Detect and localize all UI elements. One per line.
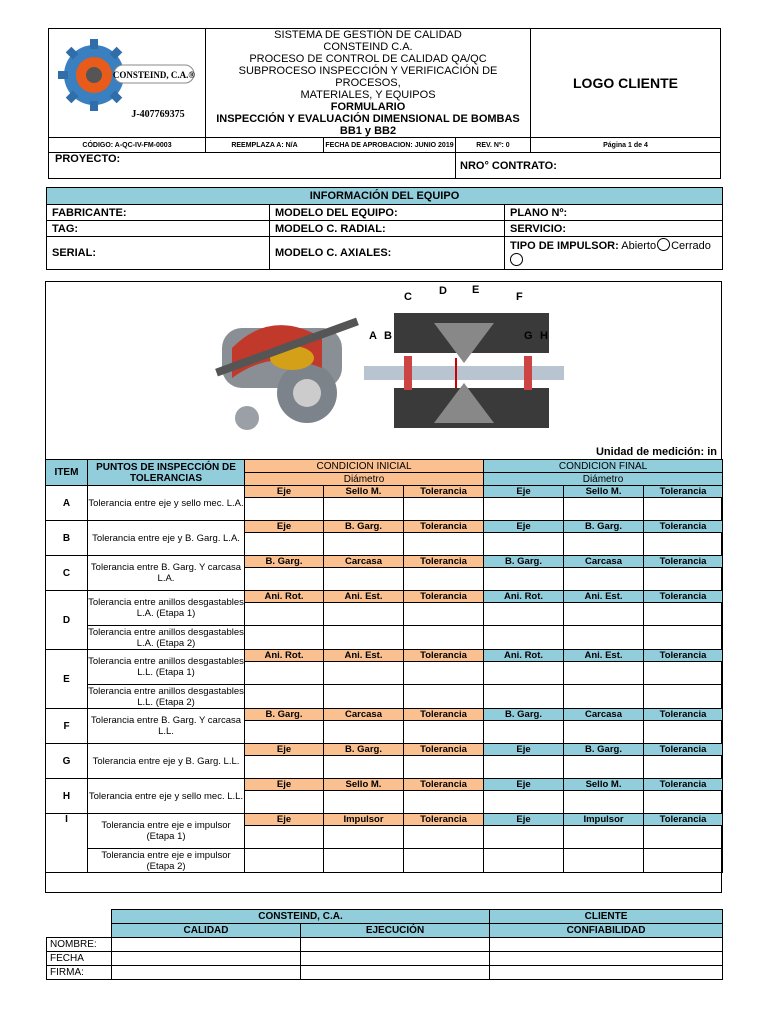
- fabricante-field[interactable]: FABRICANTE:: [47, 205, 270, 221]
- measure-column-label: Ani. Est.: [564, 650, 644, 662]
- nombre-confiabilidad-field[interactable]: [490, 938, 723, 952]
- measure-column-label: Tolerancia: [644, 591, 723, 603]
- measurement-cell[interactable]: [245, 603, 324, 626]
- fecha-aprobacion: FECHA DE APROBACION: JUNIO 2019: [324, 138, 456, 153]
- measure-column-label: Tolerancia: [644, 556, 723, 568]
- measurement-cell[interactable]: [404, 756, 484, 779]
- measurement-cell[interactable]: [245, 626, 324, 650]
- item-letter: I: [46, 814, 88, 873]
- measurement-cell[interactable]: [245, 685, 324, 709]
- cliente-header: CLIENTE: [490, 910, 723, 924]
- reemplaza: REEMPLAZA A: N/A: [206, 138, 324, 153]
- abierto-label: Abierto: [621, 240, 657, 252]
- measure-column-label: Carcasa: [324, 556, 404, 568]
- pump-section-diagram: [364, 283, 564, 443]
- measurement-cell[interactable]: [484, 568, 564, 591]
- measurement-cell[interactable]: [644, 662, 723, 685]
- measure-column-label: Tolerancia: [404, 744, 484, 756]
- inspection-point-description: Tolerancia entre eje e impulsor (Etapa 2): [88, 849, 245, 873]
- codigo: CÓDIGO: A-QC-IV-FM-0003: [49, 138, 206, 153]
- calidad-header: CALIDAD: [112, 924, 301, 938]
- measure-column-label: Eje: [245, 521, 324, 533]
- inspection-item-header-row: [46, 744, 723, 756]
- measurement-cell[interactable]: [484, 685, 564, 709]
- title-line: SUBPROCESO INSPECCIÓN Y VERIFICACIÓN DE PROCESOS,: [238, 65, 498, 89]
- measure-column-label: Eje: [484, 814, 564, 826]
- measurement-cell[interactable]: [564, 626, 644, 650]
- measurement-cell[interactable]: [484, 533, 564, 556]
- measurement-cell[interactable]: [245, 826, 324, 849]
- proyecto-field[interactable]: PROYECTO:: [49, 153, 456, 179]
- measurement-cell[interactable]: [644, 791, 723, 814]
- modelo-radial-field[interactable]: MODELO C. RADIAL:: [270, 221, 505, 237]
- contrato-field[interactable]: NRO° CONTRATO:: [456, 153, 721, 179]
- inspection-item-header-row: [46, 556, 723, 568]
- measure-column-label: B. Garg.: [564, 521, 644, 533]
- measure-column-label: Eje: [484, 521, 564, 533]
- measurement-cell[interactable]: [484, 498, 564, 521]
- measure-column-label: B. Garg.: [564, 744, 644, 756]
- measurement-cell[interactable]: [644, 568, 723, 591]
- item-letter: B: [46, 521, 88, 556]
- consteind-logo-icon: [52, 37, 202, 127]
- measure-column-label: Ani. Rot.: [245, 650, 324, 662]
- measure-column-label: Eje: [245, 814, 324, 826]
- measurement-cell[interactable]: [404, 849, 484, 873]
- measure-column-label: Tolerancia: [404, 591, 484, 603]
- measurement-cell[interactable]: [484, 603, 564, 626]
- measure-column-label: Tolerancia: [644, 744, 723, 756]
- measure-column-label: Carcasa: [564, 709, 644, 721]
- ejecucion-header: EJECUCIÓN: [301, 924, 490, 938]
- measurement-cell[interactable]: [404, 533, 484, 556]
- measurement-cell[interactable]: [245, 498, 324, 521]
- measurement-cell[interactable]: [245, 662, 324, 685]
- measure-column-label: B. Garg.: [484, 556, 564, 568]
- fecha-ejecucion-field[interactable]: [301, 952, 490, 966]
- measurement-cell[interactable]: [564, 791, 644, 814]
- measure-column-label: Ani. Rot.: [245, 591, 324, 603]
- measurement-cell[interactable]: [564, 756, 644, 779]
- equipment-info-table: [46, 187, 723, 270]
- form-title: INSPECCIÓN Y EVALUACIÓN DIMENSIONAL DE BOMBAS: [216, 113, 520, 125]
- item-letter: C: [46, 556, 88, 591]
- measurement-cell[interactable]: [404, 662, 484, 685]
- measurement-cell[interactable]: [484, 721, 564, 744]
- measure-column-label: Tolerancia: [404, 521, 484, 533]
- measurement-cell[interactable]: [245, 721, 324, 744]
- logo-company-text: CONSTEIND, C.A.®: [112, 69, 196, 80]
- inspection-point-description: Tolerancia entre eje e impulsor (Etapa 1): [88, 814, 245, 849]
- fecha-confiabilidad-field[interactable]: [490, 952, 723, 966]
- measurement-cell[interactable]: [484, 626, 564, 650]
- modelo-axiales-field[interactable]: MODELO C. AXIALES:: [270, 237, 505, 270]
- inspection-point-description: Tolerancia entre B. Garg. Y carcasa L.L.: [88, 709, 245, 744]
- inspection-item-header-row: [46, 814, 723, 826]
- measurement-cell[interactable]: [324, 849, 404, 873]
- measurement-row: [46, 626, 723, 650]
- inspection-item-header-row: [46, 779, 723, 791]
- measurement-cell[interactable]: [404, 568, 484, 591]
- inspection-point-description: Tolerancia entre eje y B. Garg. L.A.: [88, 521, 245, 556]
- measurement-cell[interactable]: [644, 603, 723, 626]
- measurement-cell[interactable]: [564, 826, 644, 849]
- measurement-cell[interactable]: [404, 603, 484, 626]
- measure-column-label: Ani. Est.: [564, 591, 644, 603]
- measure-column-label: B. Garg.: [245, 556, 324, 568]
- measurement-cell[interactable]: [324, 756, 404, 779]
- measure-column-label: Sello M.: [564, 486, 644, 498]
- signature-table: [46, 909, 723, 980]
- diametro-inicial-header: Diámetro: [245, 473, 484, 486]
- measurement-cell[interactable]: [484, 791, 564, 814]
- company-logo-cell: [49, 29, 206, 138]
- firma-ejecucion-field[interactable]: [301, 966, 490, 980]
- measurement-cell[interactable]: [564, 498, 644, 521]
- inspection-point-description: Tolerancia entre anillos desgastables L.L. (Etapa 1): [88, 650, 245, 685]
- measure-column-label: Eje: [245, 779, 324, 791]
- consteind-header: CONSTEIND, C.A.: [112, 910, 490, 924]
- measure-column-label: Tolerancia: [404, 814, 484, 826]
- measurement-cell[interactable]: [404, 721, 484, 744]
- col-puntos-header: PUNTOS DE INSPECCIÓN DE TOLERANCIAS: [88, 460, 245, 486]
- measurement-cell[interactable]: [564, 662, 644, 685]
- form-label: FORMULARIO: [330, 101, 406, 113]
- measure-column-label: Ani. Est.: [324, 591, 404, 603]
- measurement-cell[interactable]: [564, 849, 644, 873]
- inspection-item-header-row: [46, 591, 723, 603]
- measure-column-label: Tolerancia: [644, 521, 723, 533]
- inspection-point-description: Tolerancia entre eje y sello mec. L.L.: [88, 779, 245, 814]
- measure-column-label: Carcasa: [324, 709, 404, 721]
- firma-confiabilidad-field[interactable]: [490, 966, 723, 980]
- measurement-cell[interactable]: [404, 685, 484, 709]
- measurement-cell[interactable]: [644, 626, 723, 650]
- measurement-cell[interactable]: [484, 756, 564, 779]
- title-line: CONSTEIND C.A.: [323, 41, 413, 53]
- measurement-cell[interactable]: [324, 568, 404, 591]
- measurement-cell[interactable]: [245, 791, 324, 814]
- diagram-label-h: H: [540, 330, 548, 342]
- measure-column-label: Ani. Est.: [324, 650, 404, 662]
- measurement-cell[interactable]: [324, 498, 404, 521]
- measure-column-label: Carcasa: [564, 556, 644, 568]
- client-logo-placeholder: LOGO CLIENTE: [531, 29, 721, 138]
- modelo-equipo-field[interactable]: MODELO DEL EQUIPO:: [270, 205, 505, 221]
- diagram-label-c: C: [404, 291, 412, 303]
- serial-field[interactable]: SERIAL:: [47, 237, 270, 270]
- inspection-item-header-row: [46, 709, 723, 721]
- header-title-cell: [206, 29, 531, 138]
- measure-column-label: Tolerancia: [644, 814, 723, 826]
- inspection-item-header-row: [46, 650, 723, 662]
- diagram-label-g: G: [524, 330, 533, 342]
- diagram-label-e: E: [472, 284, 480, 296]
- measurement-cell[interactable]: [644, 721, 723, 744]
- measurement-cell[interactable]: [324, 626, 404, 650]
- item-letter: F: [46, 709, 88, 744]
- measurement-cell[interactable]: [644, 849, 723, 873]
- measurement-cell[interactable]: [564, 533, 644, 556]
- fecha-calidad-field[interactable]: [112, 952, 301, 966]
- measurement-cell[interactable]: [324, 685, 404, 709]
- unit-label: Unidad de medición: in: [595, 446, 717, 458]
- measure-column-label: Eje: [484, 744, 564, 756]
- measurement-cell[interactable]: [324, 791, 404, 814]
- measurement-cell[interactable]: [644, 498, 723, 521]
- nombre-ejecucion-field[interactable]: [301, 938, 490, 952]
- diagram-label-f: F: [516, 291, 523, 303]
- inspection-point-description: Tolerancia entre B. Garg. Y carcasa L.A.: [88, 556, 245, 591]
- measurement-cell[interactable]: [644, 685, 723, 709]
- condicion-inicial-header: CONDICION INICIAL: [245, 460, 484, 473]
- measure-column-label: Tolerancia: [644, 486, 723, 498]
- measurement-cell[interactable]: [245, 533, 324, 556]
- measure-column-label: B. Garg.: [324, 744, 404, 756]
- firma-calidad-field[interactable]: [112, 966, 301, 980]
- measure-column-label: Tolerancia: [404, 556, 484, 568]
- tipo-impulsor-label: TIPO DE IMPULSOR:: [510, 240, 619, 252]
- measurement-cell[interactable]: [484, 849, 564, 873]
- inspection-point-description: Tolerancia entre anillos desgastables L.L. (Etapa 2): [88, 685, 244, 708]
- measure-column-label: Tolerancia: [644, 779, 723, 791]
- cerrado-label: Cerrado: [671, 240, 711, 252]
- inspection-point-description: Tolerancia entre anillos desgastables L.A. (Etapa 1): [88, 591, 245, 626]
- plano-field[interactable]: PLANO Nº:: [505, 205, 723, 221]
- item-letter: D: [46, 591, 88, 650]
- measurement-cell[interactable]: [245, 568, 324, 591]
- measurement-cell[interactable]: [484, 826, 564, 849]
- measurement-cell[interactable]: [404, 826, 484, 849]
- inspection-item-header-row: [46, 521, 723, 533]
- measurement-cell[interactable]: [484, 662, 564, 685]
- diagram-label-b: B: [384, 330, 392, 342]
- tag-field[interactable]: TAG:: [47, 221, 270, 237]
- title-line: MATERIALES, Y EQUIPOS: [300, 89, 436, 101]
- diametro-final-header: Diámetro: [484, 473, 723, 486]
- measure-column-label: B. Garg.: [324, 521, 404, 533]
- measure-column-label: Impulsor: [324, 814, 404, 826]
- measurement-cell[interactable]: [324, 662, 404, 685]
- measurement-cell[interactable]: [644, 533, 723, 556]
- form-subtitle: BB1 y BB2: [339, 125, 397, 137]
- measurement-cell[interactable]: [564, 568, 644, 591]
- inspection-point-description: Tolerancia entre eje y B. Garg. L.L.: [88, 744, 245, 779]
- measurement-cell[interactable]: [404, 498, 484, 521]
- tipo-impulsor-field: [505, 237, 723, 270]
- measurement-cell[interactable]: [564, 685, 644, 709]
- diagram-label-a: A: [369, 330, 377, 342]
- inspection-point-description: Tolerancia entre anillos desgastables L.A. (Etapa 2): [88, 626, 244, 649]
- item-letter: E: [46, 650, 88, 709]
- pagina: Página 1 de 4: [531, 138, 721, 153]
- measure-column-label: Ani. Rot.: [484, 650, 564, 662]
- measurement-cell[interactable]: [644, 756, 723, 779]
- measurement-cell[interactable]: [564, 603, 644, 626]
- condicion-final-header: CONDICION FINAL: [484, 460, 723, 473]
- title-line: SISTEMA DE GESTIÓN DE CALIDAD: [274, 29, 462, 41]
- revision: REV. Nº: 0: [456, 138, 531, 153]
- measurement-cell[interactable]: [324, 721, 404, 744]
- measurement-cell[interactable]: [644, 826, 723, 849]
- measure-column-label: Tolerancia: [644, 650, 723, 662]
- measurement-cell[interactable]: [404, 626, 484, 650]
- measurement-row: [46, 849, 723, 873]
- measure-column-label: Eje: [245, 486, 324, 498]
- radio-abierto-icon[interactable]: [510, 253, 523, 266]
- measure-column-label: B. Garg.: [245, 709, 324, 721]
- measure-column-label: Tolerancia: [404, 709, 484, 721]
- measurement-cell[interactable]: [404, 791, 484, 814]
- measure-column-label: Tolerancia: [404, 779, 484, 791]
- measurement-row: [46, 685, 723, 709]
- inspection-table: [45, 459, 723, 873]
- measure-column-label: Eje: [484, 779, 564, 791]
- logo-rif-text: J-407769375: [131, 108, 185, 120]
- measure-column-label: Sello M.: [324, 779, 404, 791]
- inspection-point-description: Tolerancia entre eje y sello mec. L.A.: [88, 486, 245, 521]
- item-letter: G: [46, 744, 88, 779]
- inspection-item-header-row: [46, 486, 723, 498]
- measure-column-label: Tolerancia: [404, 486, 484, 498]
- measurement-cell[interactable]: [564, 721, 644, 744]
- nombre-calidad-field[interactable]: [112, 938, 301, 952]
- item-letter: H: [46, 779, 88, 814]
- radio-cerrado-icon[interactable]: [657, 238, 670, 251]
- measurement-cell[interactable]: [324, 603, 404, 626]
- document-header: [48, 28, 721, 179]
- measure-column-label: Impulsor: [564, 814, 644, 826]
- measurement-cell[interactable]: [324, 533, 404, 556]
- measurement-cell[interactable]: [245, 849, 324, 873]
- measure-column-label: Tolerancia: [404, 650, 484, 662]
- measure-column-label: Sello M.: [324, 486, 404, 498]
- fecha-label: FECHA: [47, 952, 112, 966]
- measure-column-label: Sello M.: [564, 779, 644, 791]
- measure-column-label: Tolerancia: [644, 709, 723, 721]
- equipment-info-title: INFORMACIÓN DEL EQUIPO: [47, 188, 723, 205]
- nombre-label: NOMBRE:: [47, 938, 112, 952]
- servicio-field[interactable]: SERVICIO:: [505, 221, 723, 237]
- measurement-cell[interactable]: [324, 826, 404, 849]
- measure-column-label: Eje: [245, 744, 324, 756]
- measure-column-label: Ani. Rot.: [484, 591, 564, 603]
- measurement-cell[interactable]: [245, 756, 324, 779]
- col-item-header: ITEM: [46, 460, 88, 486]
- item-letter: A: [46, 486, 88, 521]
- diagram-label-d: D: [439, 285, 447, 297]
- measure-column-label: B. Garg.: [484, 709, 564, 721]
- title-line: PROCESO DE CONTROL DE CALIDAD QA/QC: [249, 53, 487, 65]
- confiabilidad-header: CONFIABILIDAD: [490, 924, 723, 938]
- pump-cutaway-illustration: [212, 288, 362, 438]
- firma-label: FIRMA:: [47, 966, 112, 980]
- measure-column-label: Eje: [484, 486, 564, 498]
